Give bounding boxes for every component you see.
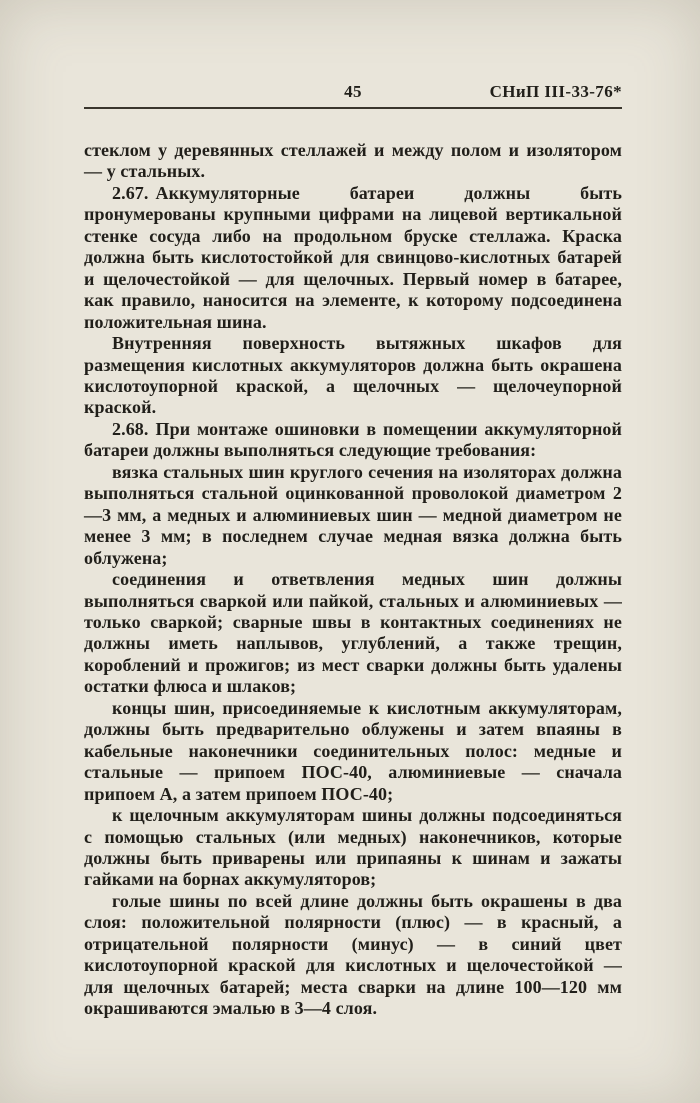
paragraph	[84, 333, 622, 419]
text-block	[84, 82, 622, 1020]
paragraph	[84, 569, 622, 698]
paragraph-text: стеклом у деревянных стеллажей и между полом и изолятором — у стальных.	[84, 140, 622, 182]
document-body	[84, 140, 622, 1020]
paragraph	[84, 419, 622, 462]
page-number: 45	[344, 82, 362, 101]
header-rule	[84, 107, 622, 109]
paragraph-text: Внутренняя поверхность вытяжных шкафов для размещения кислотных аккумуляторов должна быть окрашена кислотоупорной краской, а щелочных — щелочеупорной краской.	[84, 333, 622, 418]
paragraph-text: вязка стальных шин круглого сечения на изоляторах должна выполняться стальной оцинкованной проволокой диаметром 2—3 мм, а медных и алюминиевых шин — медной диаметром не менее 3 мм; в последнем случае медная вязка должна быть облужена;	[84, 461, 622, 568]
paragraph	[84, 891, 622, 1020]
paragraph-text: голые шины по всей длине должны быть окрашены в два слоя: положительной полярности (плюс) — в красный, а отрицательной полярности (минус) — в синий цвет кислотоупорной краской для кислотных и щелочестойкой — для щелочных батарей; места сварки на длине 100—120 мм окрашиваются эмалью в 3—4 слоя.	[84, 890, 622, 1019]
paragraph	[84, 805, 622, 891]
paragraph	[84, 183, 622, 333]
section-number: 2.68.	[112, 418, 149, 439]
paragraph-text: соединения и ответвления медных шин должны выполняться сваркой или пайкой, стальных и алюминиевых — только сваркой; сварные швы в контактных соединениях не должны иметь наплывов, углублений, а также трещин, короблений и прожигов; из мест сварки должны быть удалены остатки флюса и шлаков;	[84, 569, 622, 697]
document-reference: СНиП III-33-76*	[489, 82, 622, 101]
paragraph-text: Аккумуляторные батареи должны быть пронумерованы крупными цифрами на лицевой вертикальной стенке сосуда либо на продольном бруске стеллажа. Краска должна быть кислотостойкой для свинцово-кислотных батарей и щелочестойкой — для щелочных. Первый номер в батарее, как правило, наносится на элементе, к которому подсоединена положительная шина.	[84, 182, 622, 332]
paragraph-text: При монтаже ошиновки в помещении аккумуляторной батареи должны выполняться следующие требования:	[84, 418, 622, 461]
paragraph	[84, 462, 622, 569]
page-header	[84, 82, 622, 102]
paragraph-text: к щелочным аккумуляторам шины должны подсоединяться с помощью стальных (или медных) наконечников, которые должны быть приварены или припаяны к шинам и зажаты гайками на борнах аккумуляторов;	[84, 805, 622, 890]
paragraph	[84, 140, 622, 183]
paragraph-text: концы шин, присоединяемые к кислотным аккумуляторам, должны быть предварительно облужены и затем впаяны в кабельные наконечники соединительных полос: медные и стальные — припоем ПОС-40, алюминиевые — сначала припоем А, а затем припоем ПОС-40;	[84, 697, 622, 804]
section-number: 2.67.	[112, 182, 149, 203]
paragraph	[84, 698, 622, 805]
